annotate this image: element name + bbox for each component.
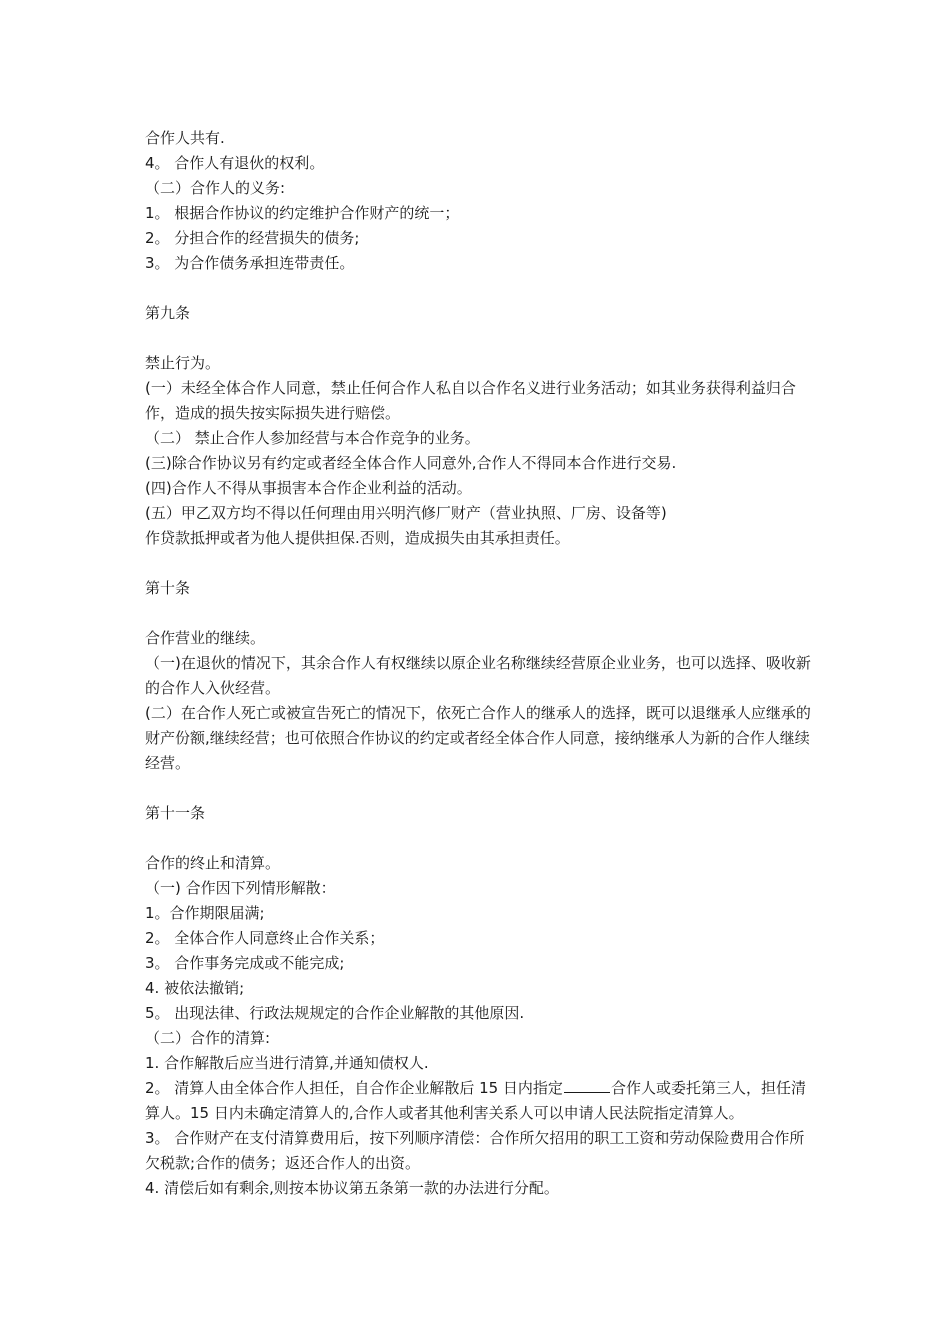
text-line: 1。 根据合作协议的约定维护合作财产的统一； (145, 204, 460, 222)
paragraph (145, 1076, 815, 1126)
list-item: 2。 全体合作人同意终止合作关系； (145, 929, 385, 947)
paragraph: (一）未经全体合作人同意，禁止任何合作人私自以合作名义进行业务活动；如其业务获得利益归合作，造成的损失按实际损失进行赔偿。 (145, 379, 796, 422)
text-line: （二） 禁止合作人参加经营与本合作竞争的业务。 (145, 429, 480, 447)
list-item: 1. 合作解散后应当进行清算,并通知债权人. (145, 1054, 429, 1072)
paragraph: (二）在合作人死亡或被宣告死亡的情况下，依死亡合作人的继承人的选择，既可以退继承人应继承的财产份额,继续经营；也可依照合作协议的约定或者经全体合作人同意，接纳继承人为新的合作人继续经营。 (145, 704, 811, 772)
list-item: 1。合作期限届满; (145, 904, 265, 922)
paragraph: （一)在退伙的情况下，其余合作人有权继续以原企业名称继续经营原企业业务，也可以选择、吸收新的合作人入伙经营。 (145, 654, 811, 697)
article-11-title: 合作的终止和清算。 (145, 854, 281, 872)
text-line: (五）甲乙双方均不得以任何理由用兴明汽修厂财产（营业执照、厂房、设备等) (145, 504, 667, 522)
article-11-heading: 第十一条 (145, 804, 206, 822)
text-line: （二）合作人的义务: (145, 179, 286, 197)
text-line: （二）合作的清算: (145, 1029, 271, 1047)
text-line: 2。 分担合作的经营损失的债务; (145, 229, 360, 247)
text-segment: 合作人或委托第三人，担任清算人。15 日内未确定清算人的,合作人或者其他利害关系人可以申请人民法院指定清算人。 (145, 1079, 806, 1122)
text-line: (三)除合作协议另有约定或者经全体合作人同意外,合作人不得同本合作进行交易. (145, 454, 677, 472)
list-item: 3。 合作事务完成或不能完成; (145, 954, 345, 972)
article-10-title: 合作营业的继续。 (145, 629, 266, 647)
text-line: 3。 为合作债务承担连带责任。 (145, 254, 355, 272)
article-9-heading: 第九条 (145, 304, 191, 322)
article-9-title: 禁止行为。 (145, 354, 221, 372)
document-page (145, 126, 815, 1201)
text-line: （一) 合作因下列情形解散： (145, 879, 336, 897)
list-item: 4. 清偿后如有剩余,则按本协议第五条第一款的办法进行分配。 (145, 1179, 559, 1197)
text-line: 4。 合作人有退伙的权利。 (145, 154, 325, 172)
fill-in-blank (564, 1078, 610, 1093)
text-line: (四)合作人不得从事损害本合作企业利益的活动。 (145, 479, 472, 497)
text-line: 合作人共有. (145, 129, 225, 147)
paragraph: 3。 合作财产在支付清算费用后，按下列顺序清偿：合作所欠招用的职工工资和劳动保险费用合作所欠税款;合作的债务；返还合作人的出资。 (145, 1129, 805, 1172)
article-10-heading: 第十条 (145, 579, 191, 597)
text-line: 作贷款抵押或者为他人提供担保.否则，造成损失由其承担责任。 (145, 529, 570, 547)
list-item: 5。 出现法律、行政法规规定的合作企业解散的其他原因. (145, 1004, 525, 1022)
list-item: 4. 被依法撤销; (145, 979, 245, 997)
text-segment: 2。 清算人由全体合作人担任，自合作企业解散后 15 日内指定 (145, 1079, 563, 1097)
